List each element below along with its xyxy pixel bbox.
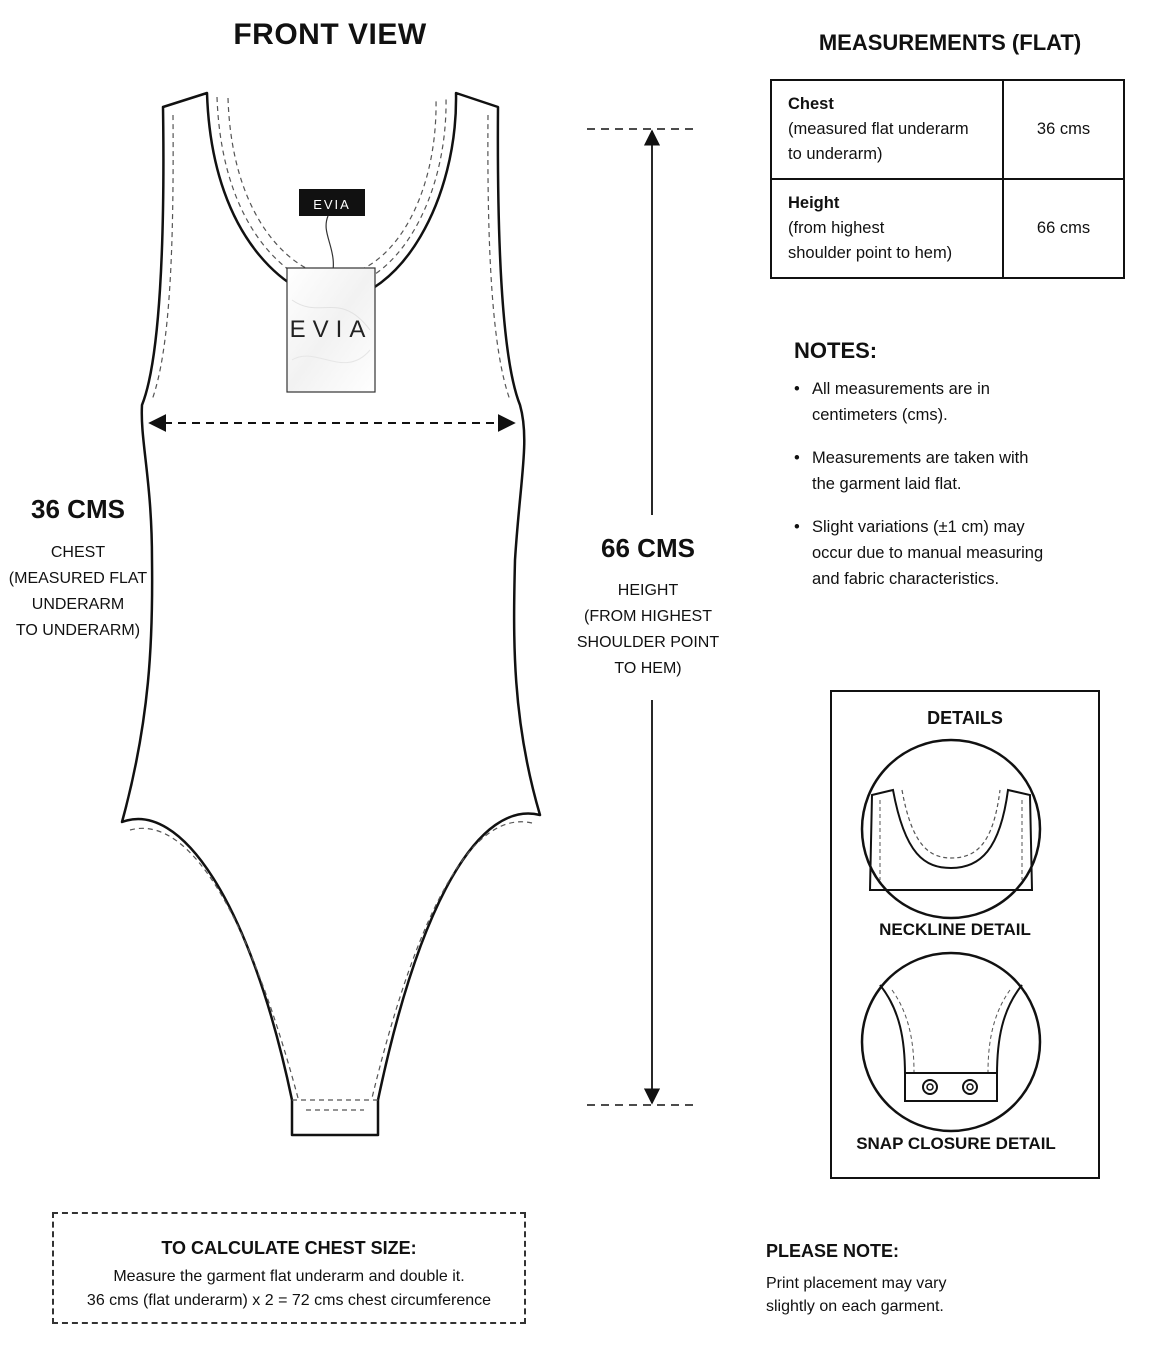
chest-desc-line2: to underarm)	[788, 145, 883, 163]
table-row	[771, 179, 1124, 278]
chest-callout-value: 36 CMS	[31, 494, 125, 524]
chest-desc-line1: (measured flat underarm	[788, 120, 969, 138]
calculation-line1: Measure the garment flat underarm and double it.	[113, 1268, 465, 1285]
table-row	[771, 80, 1124, 179]
height-desc-line1: (from highest	[788, 219, 885, 237]
snap-button-left	[923, 1080, 937, 1094]
list-item: • All measurements are in centimeters (cms).	[794, 376, 1084, 428]
chest-calculation-box	[52, 1212, 526, 1324]
measurements-title: MEASUREMENTS (FLAT)	[818, 30, 1082, 55]
chest-label: Chest	[788, 95, 834, 113]
height-callout-desc: HEIGHT (FROM HIGHEST SHOULDER POINT TO HEM)	[576, 582, 720, 677]
notes-list	[794, 376, 1084, 609]
neck-label-text: EVIA	[313, 197, 351, 212]
chest-label-cell	[771, 80, 1003, 179]
front-view-title: FRONT VIEW	[233, 18, 427, 51]
measurements-table	[770, 79, 1125, 279]
height-desc-line2: shoulder point to hem)	[788, 244, 953, 262]
notes-title: NOTES:	[794, 338, 878, 363]
list-item: • Slight variations (±1 cm) may occur due to manual measuring and fabric characteristics.	[794, 514, 1084, 592]
chest-value: 36 cms	[1003, 80, 1124, 179]
list-item: • Measurements are taken with the garment laid flat.	[794, 445, 1084, 497]
snap-closure-detail-circle	[862, 953, 1040, 1131]
details-title: DETAILS	[927, 708, 1003, 728]
calculation-title: TO CALCULATE CHEST SIZE:	[161, 1238, 417, 1258]
calculation-line2: 36 cms (flat underarm) x 2 = 72 cms chest circumference	[86, 1292, 492, 1309]
chest-callout-desc: CHEST (MEASURED FLAT UNDERARM TO UNDERARM)	[8, 544, 148, 639]
please-note-text: Print placement may vary slightly on each garment.	[766, 1275, 947, 1315]
please-note-title: PLEASE NOTE:	[766, 1241, 900, 1261]
snap-button-right	[963, 1080, 977, 1094]
height-label: Height	[788, 194, 840, 212]
height-value: 66 cms	[1003, 179, 1124, 278]
hang-tag-text: EVIA	[289, 316, 373, 343]
neckline-detail-circle	[862, 740, 1040, 918]
snap-closure-detail-label: SNAP CLOSURE DETAIL	[856, 1134, 1056, 1153]
height-callout-value: 66 CMS	[601, 533, 695, 563]
neckline-detail-label: NECKLINE DETAIL	[879, 920, 1031, 939]
height-label-cell	[771, 179, 1003, 278]
